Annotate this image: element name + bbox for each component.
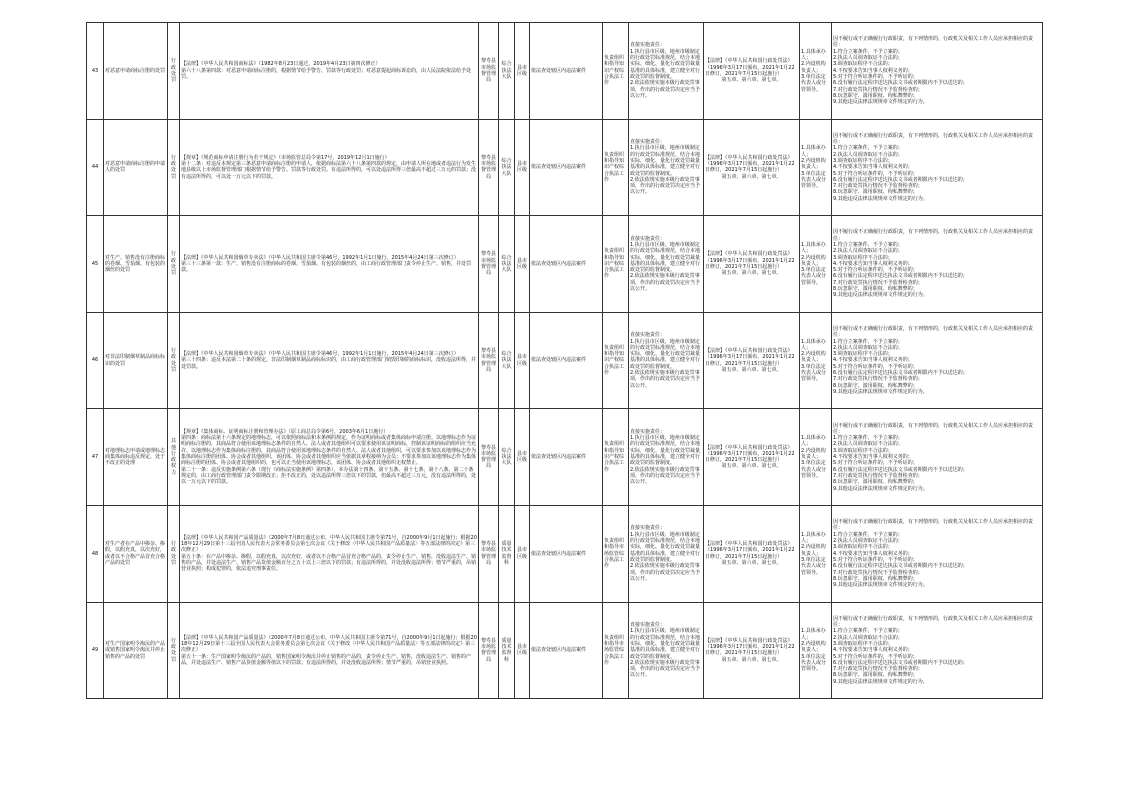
table-row (87, 119, 1043, 216)
law-basis-line: 第五章、第六章、第七章。 (721, 270, 782, 277)
method-line: 3.单位法定代表人或分管领导。 (801, 363, 827, 383)
accountability-line: 8.玩忽职守、滥用职权、徇私舞弊的； (833, 189, 918, 196)
item-basis: 【规章】《规范商标申请注册行为若干规定》（市场监管总局令第17号，2019年12月1日施行） 第十二条：对违反本规定第三条恶意申请商标注册的申请人，依据商标法第六十八条第四款的规定，由申请人所在地或者违法行为发生地县级以上市场监督管理部门根据情节给予警告、罚款等行政处罚。有违法所得的，可以处违法所得三倍最高不超过三万元的罚款；没有违法所得的，可以处一万元以下的罚款。 (180, 119, 479, 216)
accountability-line: 3.调查取证程序不合法的； (833, 447, 893, 454)
accountability-line: 6.没有履行法定程序送达执法文书或者期限内不予以送达的； (833, 273, 968, 280)
accountability (832, 505, 1043, 602)
accountability-line: 3.调查取证程序不合法的； (833, 640, 893, 647)
item-name: 对恶意申请商标注册的申请人的处罚 (104, 119, 168, 216)
accountability-line: 6.没有履行法定程序送达执法文书或者期限内不予以送达的； (833, 176, 968, 183)
item-number: 46 (87, 312, 104, 409)
exercise-level: 县市区级 (515, 216, 530, 313)
link-responsibility-line: 1.执行县市区级、地州市级制定的行政处罚标准规范，结合本地实际，细化、量化行政处罚裁量基准的具体标准，建立健全对行政处罚的监督制度。 (630, 338, 701, 370)
accountability-line: 因不履行或不正确履行行政职责，有下列情形的，行政机关及相关工作人员应承担相应的责任： (833, 519, 1034, 532)
accountability-line: 因不履行或不正确履行行政职责，有下列情形的，行政机关及相关工作人员应承担相应的责任： (833, 615, 1034, 629)
exercise-level: 县市区级 (515, 505, 530, 602)
accountability-line: 2.执法人员调查取证不合法的； (833, 55, 903, 62)
table-row (87, 216, 1043, 313)
item-type: 行政处罚 (168, 119, 180, 216)
dept-responsibility: 负责组织和指导知识产权综合执法工作 (603, 409, 629, 506)
dept-responsibility: 负责组织和指导市场监管综合执法工作 (603, 505, 629, 602)
link-responsibility-line: 直接实施责任： (630, 428, 666, 435)
item-name: 对生产国家明令淘汰的产品或销售国家明令淘汰并停止销售的产品的处罚 (104, 602, 168, 699)
link-responsibility (629, 409, 704, 506)
scope-of-power: 依法查处辖区内违法案件 (530, 216, 603, 313)
accountability-line: 1.符合立案条件，不予立案的； (833, 531, 903, 538)
implementing-dept: 黎寿县市场监督管理局 (479, 312, 499, 409)
item-type: 行政处罚 (168, 505, 180, 602)
accountability-line: 8.玩忽职守、滥用职权、徇私舞弊的； (833, 92, 918, 99)
accountability-line: 8.玩忽职守、滥用职权、徇私舞弊的； (833, 479, 918, 486)
accountability-line: 9.其他违反法律法规规章文件规定的行为。 (833, 582, 928, 589)
implementing-unit: 质量技术监督科 (499, 505, 515, 602)
implementing-dept: 黎寿县市场监督管理局 (479, 602, 499, 699)
scope-of-power: 依法查处辖区内违法案件 (530, 409, 603, 506)
accountability-line: 1.符合立案条件，不予立案的； (833, 338, 903, 345)
method-line: 2.内设机构负责人； (801, 640, 826, 654)
accountability-line: 1.符合立案条件，不予立案的； (833, 241, 903, 248)
law-basis-line: 【法律】《中华人民共和国行政处罚法》（1996年3月17日颁布，2021年1月22日修订，2021年7月15日起施行） (705, 541, 795, 560)
dept-responsibility: 负责组织和指导知识产权综合执法工作 (603, 23, 629, 120)
scope-of-power: 依法查处辖区内违法案件 (530, 23, 603, 120)
accountability-line: 9.其他违反法律法规规章文件规定的行为。 (833, 678, 928, 685)
accountability (832, 23, 1043, 120)
implementing-dept: 黎寿县市场监督管理局 (479, 409, 499, 506)
implementing-unit: 综合执法大队 (499, 23, 515, 120)
accountability-line: 2.执法人员调查取证不合法的； (833, 538, 903, 545)
law-basis (704, 409, 800, 506)
item-basis: 【法律】《中华人民共和国烟草专卖法》（中华人民共和国主席令第46号，1992年1月1日施行，2015年4月24日第三次修订） 第三十四条：违反本法第二十条的规定，非法印制烟草制品商标标识的，由工商行政管理部门销毁印制的商标标识，没收违法所得，并处罚款。 (180, 312, 479, 409)
accountability-line: 7.对行政处罚执行情况不予监督检查的； (833, 183, 923, 190)
link-responsibility-line: 1.执行县市区级、地州市级制定的行政处罚标准规范，结合本地实际，细化、量化行政处罚裁量基准的具体标准，建立健全对行政处罚的监督制度。 (630, 435, 701, 467)
accountability (832, 602, 1043, 699)
link-responsibility-line: 直接实施责任： (630, 235, 666, 242)
link-responsibility (629, 119, 704, 216)
method-line: 2.内设机构负责人； (801, 351, 826, 364)
law-basis-line: 第五章、第六章、第七章。 (721, 173, 782, 180)
method-line: 1.具体承办人； (801, 241, 826, 255)
accountability-line: 4.不按要求告知当事人权利义务的； (833, 550, 913, 557)
accountability-line: 9.其他违反法律法规规章文件规定的行为。 (833, 485, 928, 492)
accountability-line: 5.对于符合听证条件的，不予听证的； (833, 556, 918, 563)
accountability-line: 4.不按要求告知当事人权利义务的； (833, 357, 913, 364)
item-type: 行政处罚 (168, 23, 180, 120)
accountability-line: 4.不按要求告知当事人权利义务的； (833, 164, 913, 171)
item-type: 行政处罚 (168, 602, 180, 699)
method-line: 1.具体承办人； (801, 145, 826, 158)
implementing-unit: 综合执法大队 (499, 119, 515, 216)
accountability-line: 2.执法人员调查取证不合法的； (833, 248, 903, 255)
accountability-line: 4.不按要求告知当事人权利义务的； (833, 67, 913, 74)
law-basis (704, 505, 800, 602)
accountability-line: 因不履行或不正确履行行政职责，有下列情形的，行政机关及相关工作人员应承担相应的责任： (833, 325, 1034, 339)
responsibility-method (800, 312, 832, 409)
link-responsibility-line: 直接实施责任： (630, 42, 666, 49)
dept-responsibility: 负责组织和指导知识产权综合执法工作 (603, 216, 629, 313)
accountability-line: 6.没有履行法定程序送达执法文书或者期限内不予以送达的； (833, 80, 968, 87)
law-basis-line: 第五章、第六章、第七章。 (721, 560, 782, 567)
item-number: 49 (87, 602, 104, 699)
accountability-line: 5.对于符合听证条件的，不予听证的； (833, 267, 918, 274)
link-responsibility-line: 1.执行县市区级、地州市级制定的行政处罚标准规范，结合本地实际，细化、量化行政处罚裁量基准的具体标准，建立健全对行政处罚的监督制度。 (630, 628, 701, 660)
law-basis-line: 【法律】《中华人民共和国行政处罚法》（1996年3月17日颁布，2021年1月22日修订，2021年7月15日起施行） (705, 637, 795, 657)
link-responsibility (629, 23, 704, 120)
accountability-line: 4.不按要求告知当事人权利义务的； (833, 647, 913, 654)
item-basis: 【法律】《中华人民共和国烟草专卖法》（中华人民共和国主席令第46号，1992年1月1日施行，2015年4月24日第三次修订） 第三十三条第一款：生产、销售没有注册商标的卷烟、雪茄烟、有包装的烟丝的，由工商行政管理部门责令停止生产、销售，并处罚款。 (180, 216, 479, 313)
accountability-line: 因不履行或不正确履行行政职责，有下列情形的，行政机关及相关工作人员应承担相应的责任： (833, 132, 1034, 146)
link-responsibility-line: 直接实施责任： (630, 332, 666, 339)
method-line: 1.具体承办人； (801, 435, 826, 448)
responsibility-method (800, 409, 832, 506)
accountability-line: 3.调查取证程序不合法的； (833, 157, 893, 164)
accountability-line: 7.对行政处罚执行情况不予监督检查的； (833, 569, 923, 576)
method-line: 1.具体承办人； (801, 628, 826, 641)
law-basis-line: 【法律】《中华人民共和国行政处罚法》（1996年3月17日颁布，2021年1月22日修订，2021年7月15日起施行） (705, 58, 795, 77)
accountability-line: 1.符合立案条件，不予立案的； (833, 145, 903, 152)
accountability-line: 3.调查取证程序不合法的； (833, 254, 893, 261)
responsibility-method (800, 602, 832, 699)
method-line: 3.单位法定代表人或分管领导。 (801, 170, 827, 190)
method-line: 2.内设机构负责人； (801, 544, 826, 557)
accountability-line: 4.不按要求告知当事人权利义务的； (833, 260, 913, 267)
scope-of-power: 依法查处辖区内违法案件 (530, 602, 603, 699)
item-type: 行政处罚 (168, 216, 180, 313)
table-row (87, 312, 1043, 409)
accountability-line: 6.没有履行法定程序送达执法文书或者期限内不予以送达的； (833, 659, 968, 666)
power-list-table (86, 22, 1043, 699)
law-basis-line: 【法律】《中华人民共和国行政处罚法》（1996年3月17日颁布，2021年1月22日修订，2021年7月15日起施行） (705, 154, 795, 174)
exercise-level: 县市区级 (515, 23, 530, 120)
accountability-line: 8.玩忽职守、滥用职权、徇私舞弊的； (833, 575, 918, 582)
link-responsibility-line: 直接实施责任： (630, 525, 666, 532)
scope-of-power: 依法查处辖区内违法案件 (530, 505, 603, 602)
implementing-dept: 黎寿县市场监督管理局 (479, 23, 499, 120)
scope-of-power: 依法查处辖区内违法案件 (530, 119, 603, 216)
accountability (832, 216, 1043, 313)
accountability-line: 8.玩忽职守、滥用职权、徇私舞弊的； (833, 286, 918, 293)
method-line: 3.单位法定代表人或分管领导。 (801, 653, 827, 673)
accountability (832, 312, 1043, 409)
link-responsibility-line: 2.依法依规实施本级行政处罚事项，作出的行政处罚决定应当予以公开。 (630, 273, 701, 293)
accountability-line: 7.对行政处罚执行情况不予监督检查的； (833, 472, 923, 479)
law-basis-line: 第五章、第六章、第七章。 (721, 463, 782, 470)
accountability-line: 6.没有履行法定程序送达执法文书或者期限内不予以送达的； (833, 370, 968, 377)
item-basis: 【规章】《集体商标、证明商标注册和管理办法》（原工商总局令第6号，2003年6月1日施行） 第四条：商标法第十六条规定的地理标志，可以依照商标法和本条例的规定，作为证明商标或者集体商标申请注册。以地理标志作为证明商标注册的，其商品符合使用该地理标志条件的自然人、法人或者其他组织可以要求使用该证明商标，控制该证明商标的组织应当允许。以地理标志作为集体商标注册的，其商品符合使用该地理标志条件的自然人、法人或者其他组织，可以要求参加以该地理标志作为集体商标注册的团体、协会或者其他组织，该团体、协会或者其他组织应当依据其章程接纳为会员；不要求参加以该地理标志作为集体商标注册的团体、协会或者其他组织的，也可以正当使用该地理标志，该团体、协会或者其他组织无权禁止。 第二十一条：违反实施条例第六条（现行《商标法实施条例》第四条）、本办法第十四条、第十五条、第十七条、第十八条、第二十条规定的，由工商行政管理部门责令限期改正；拒不改正的，处以违法所得三倍以下的罚款，但最高不超过三万元，没有违法所得的，处以一万元以下的罚款。 (180, 409, 479, 506)
method-line: 2.内设机构负责人； (801, 447, 826, 461)
responsibility-method (800, 119, 832, 216)
link-responsibility-line: 直接实施责任： (630, 139, 666, 146)
accountability-line: 5.对于符合听证条件的，不予听证的； (833, 170, 918, 177)
accountability-line: 8.玩忽职守、滥用职权、徇私舞弊的； (833, 672, 918, 679)
law-basis (704, 602, 800, 699)
table-row (87, 409, 1043, 506)
accountability-line: 因不履行或不正确履行行政职责，有下列情形的，行政机关及相关工作人员应承担相应的责任： (833, 36, 1034, 49)
exercise-level: 县市区级 (515, 312, 530, 409)
link-responsibility (629, 505, 704, 602)
link-responsibility-line: 1.执行县市区级、地州市级制定的行政处罚标准规范，结合本地实际，细化、量化行政处罚裁量基准的具体标准，建立健全对行政处罚的监督制度。 (630, 48, 701, 80)
link-responsibility-line: 2.依法依规实施本级行政处罚事项，作出的行政处罚决定应当予以公开。 (630, 466, 701, 486)
item-type: 其他行政权力 (168, 409, 180, 506)
item-number: 43 (87, 23, 104, 120)
accountability-line: 9.其他违反法律法规规章文件规定的行为。 (833, 99, 928, 106)
link-responsibility-line: 2.依法依规实施本级行政处罚事项，作出的行政处罚决定应当予以公开。 (630, 80, 701, 99)
dept-responsibility: 负责组织和指导市场监管综合执法工作 (603, 602, 629, 699)
implementing-unit: 综合执法大队 (499, 312, 515, 409)
item-name: 对地理标志申请或地理标志商集体商标违反规定、处于不改正的处理 (104, 409, 168, 506)
accountability-line: 9.其他违反法律法规规章文件规定的行为。 (833, 388, 928, 395)
method-line: 1.具体承办人； (801, 531, 826, 545)
accountability-line: 3.调查取证程序不合法的； (833, 61, 893, 68)
method-line: 2.内设机构负责人； (801, 61, 826, 74)
law-basis-line: 第五章、第六章、第七章。 (721, 77, 782, 84)
item-name: 对非法印制烟草制品商标标识的处罚 (104, 312, 168, 409)
link-responsibility (629, 602, 704, 699)
accountability-line: 2.执法人员调查取证不合法的； (833, 441, 903, 448)
item-number: 45 (87, 216, 104, 313)
responsibility-method (800, 216, 832, 313)
law-basis (704, 312, 800, 409)
accountability-line: 7.对行政处罚执行情况不予监督检查的； (833, 376, 923, 383)
accountability-line: 5.对于符合听证条件的，不予听证的； (833, 460, 918, 467)
implementing-unit: 质量技术监督科 (499, 602, 515, 699)
law-basis-line: 【法律】《中华人民共和国行政处罚法》（1996年3月17日颁布，2021年1月22日修订，2021年7月15日起施行） (705, 251, 795, 270)
implementing-dept: 黎寿县市场监督管理局 (479, 505, 499, 602)
method-line: 3.单位法定代表人或分管领导。 (801, 267, 827, 286)
law-basis (704, 23, 800, 120)
dept-responsibility: 负责组织和指导知识产权综合执法工作 (603, 119, 629, 216)
accountability-line: 8.玩忽职守、滥用职权、徇私舞弊的； (833, 382, 918, 389)
accountability-line: 6.没有履行法定程序送达执法文书或者期限内不予以送达的； (833, 563, 968, 570)
method-line: 3.单位法定代表人或分管领导。 (801, 460, 827, 479)
accountability-line: 2.执法人员调查取证不合法的； (833, 151, 903, 158)
accountability-line: 1.符合立案条件，不予立案的； (833, 435, 903, 442)
exercise-level: 县市区级 (515, 119, 530, 216)
method-line: 1.具体承办人； (801, 338, 826, 351)
law-basis (704, 119, 800, 216)
method-line: 1.具体承办人； (801, 48, 826, 62)
implementing-unit: 综合执法大队 (499, 216, 515, 313)
item-name: 对生产、销售没有注册商标的卷烟、雪茄烟、有包装的烟丝的处罚 (104, 216, 168, 313)
exercise-level: 县市区级 (515, 409, 530, 506)
law-basis-line: 【法律】《中华人民共和国行政处罚法》（1996年3月17日颁布，2021年1月22日修订，2021年7月15日起施行） (705, 347, 795, 367)
accountability-line: 2.执法人员调查取证不合法的； (833, 634, 903, 641)
accountability-line: 7.对行政处罚执行情况不予监督检查的； (833, 86, 923, 93)
implementing-dept: 黎寿县市场监督管理局 (479, 216, 499, 313)
item-basis: 【法律】《中华人民共和国产品质量法》（2000年7月8日通过公布，中华人民共和国主席令第71号，自2000年9月1日起施行；根据2018年12月29日第十三届全国人民代表大会常务委员会第七次会议《关于修改〈中华人民共和国产品质量法〉等五部法律的决定》第三次修正） 第五十一条：生产国家明令淘汰的产品的，销售国家明令淘汰并停止销售的产品的，责令停止生产、销售，没收违法生产、销售的产品，并处违法生产、销售产品货值金额等值以下的罚款；有违法所得的，并处没收违法所得；情节严重的，吊销营业执照。 (180, 602, 479, 699)
item-type: 行政处罚 (168, 312, 180, 409)
accountability (832, 409, 1043, 506)
item-name: 对生产者在产品中掺杂、掺假，以假充真，以次充好，或者以不合格产品冒充合格产品的处罚 (104, 505, 168, 602)
link-responsibility (629, 216, 704, 313)
accountability-line: 3.调查取证程序不合法的； (833, 351, 893, 358)
method-line: 2.内设机构负责人； (801, 157, 826, 171)
method-line: 3.单位法定代表人或分管领导。 (801, 73, 827, 93)
scope-of-power: 依法查处辖区内违法案件 (530, 312, 603, 409)
method-line: 2.内设机构负责人； (801, 254, 826, 267)
accountability-line: 9.其他违反法律法规规章文件规定的行为。 (833, 195, 928, 202)
accountability-line: 5.对于符合听证条件的，不予听证的； (833, 653, 918, 660)
item-number: 48 (87, 505, 104, 602)
item-basis: 【法律】《中华人民共和国商标法》（1982年8月23日通过，2019年4月23日第四次修正） 第六十八条第四款：对恶意申请商标注册的，根据情节给予警告、罚款等行政处罚；对恶意提起商标诉讼的，由人民法院依法给予处罚。 (180, 23, 479, 120)
item-number: 44 (87, 119, 104, 216)
link-responsibility-line: 1.执行县市区级、地州市级制定的行政处罚标准规范，结合本地实际，细化、量化行政处罚裁量基准的具体标准，建立健全对行政处罚的监督制度。 (630, 531, 701, 563)
link-responsibility (629, 312, 704, 409)
link-responsibility-line: 2.依法依规实施本级行政处罚事项，作出的行政处罚决定应当予以公开。 (630, 563, 701, 582)
accountability-line: 4.不按要求告知当事人权利义务的； (833, 454, 913, 461)
law-basis (704, 216, 800, 313)
item-name: 对恶意申请商标注册的处罚 (104, 23, 168, 120)
accountability-line: 1.符合立案条件，不予立案的； (833, 628, 903, 635)
law-basis-line: 【法律】《中华人民共和国行政处罚法》（1996年3月17日颁布，2021年1月22日修订，2021年7月15日起施行） (705, 444, 795, 464)
link-responsibility-line: 2.依法依规实施本级行政处罚事项，作出的行政处罚决定应当予以公开。 (630, 176, 701, 196)
implementing-dept: 黎寿县市场监督管理局 (479, 119, 499, 216)
law-basis-line: 第五章、第六章、第七章。 (721, 366, 782, 373)
link-responsibility-line: 2.依法依规实施本级行政处罚事项，作出的行政处罚决定应当予以公开。 (630, 370, 701, 389)
accountability-line: 9.其他违反法律法规规章文件规定的行为。 (833, 292, 928, 299)
accountability-line: 6.没有履行法定程序送达执法文书或者期限内不予以送达的； (833, 466, 968, 473)
link-responsibility-line: 1.执行县市区级、地州市级制定的行政处罚标准规范，结合本地实际，细化、量化行政处罚裁量基准的具体标准，建立健全对行政处罚的监督制度。 (630, 241, 701, 274)
accountability-line: 1.符合立案条件，不予立案的； (833, 48, 903, 55)
law-basis-line: 第五章、第六章、第七章。 (721, 656, 782, 663)
table-row (87, 505, 1043, 602)
accountability-line: 5.对于符合听证条件的，不予听证的； (833, 73, 918, 80)
accountability-line: 3.调查取证程序不合法的； (833, 544, 893, 551)
accountability-line: 因不履行或不正确履行行政职责，有下列情形的，行政机关及相关工作人员应承担相应的责任： (833, 422, 1034, 435)
item-number: 47 (87, 409, 104, 506)
method-line: 3.单位法定代表人或分管领导。 (801, 556, 827, 576)
exercise-level: 县市区级 (515, 602, 530, 699)
link-responsibility-line: 2.依法依规实施本级行政处罚事项，作出的行政处罚决定应当予以公开。 (630, 659, 701, 679)
item-basis: 【法律】《中华人民共和国产品质量法》（2000年7月8日通过公布，中华人民共和国主席令第71号，自2000年9月1日起施行；根据2018年12月29日第十三届全国人民代表大会常务委员会第七次会议《关于修改〈中华人民共和国产品质量法〉等五部法律的决定》第三次修正） 第五十条：在产品中掺杂、掺假，以假充真，以次充好，或者以不合格产品冒充合格产品的，责令停止生产、销售，没收违法生产、销售的产品，并处违法生产、销售产品货值金额百分之五十以上三倍以下的罚款；有违法所得的，并处没收违法所得；情节严重的，吊销营业执照；构成犯罪的，依法追究刑事责任。 (180, 505, 479, 602)
link-responsibility-line: 1.执行县市区级、地州市级制定的行政处罚标准规范，结合本地实际，细化、量化行政处罚裁量基准的具体标准，建立健全对行政处罚的监督制度。 (630, 145, 701, 177)
accountability-line: 5.对于符合听证条件的，不予听证的； (833, 363, 918, 370)
implementing-unit: 综合执法大队 (499, 409, 515, 506)
table-row (87, 23, 1043, 120)
accountability-line: 2.执法人员调查取证不合法的； (833, 344, 903, 351)
responsibility-method (800, 23, 832, 120)
accountability-line: 7.对行政处罚执行情况不予监督检查的； (833, 666, 923, 673)
accountability (832, 119, 1043, 216)
dept-responsibility: 负责组织和指导知识产权综合执法工作 (603, 312, 629, 409)
accountability-line: 7.对行政处罚执行情况不予监督检查的； (833, 279, 923, 286)
accountability-line: 因不履行或不正确履行行政职责，有下列情形的，行政机关及相关工作人员应承担相应的责任： (833, 229, 1034, 242)
link-responsibility-line: 直接实施责任： (630, 622, 666, 629)
table-row (87, 602, 1043, 699)
responsibility-method (800, 505, 832, 602)
